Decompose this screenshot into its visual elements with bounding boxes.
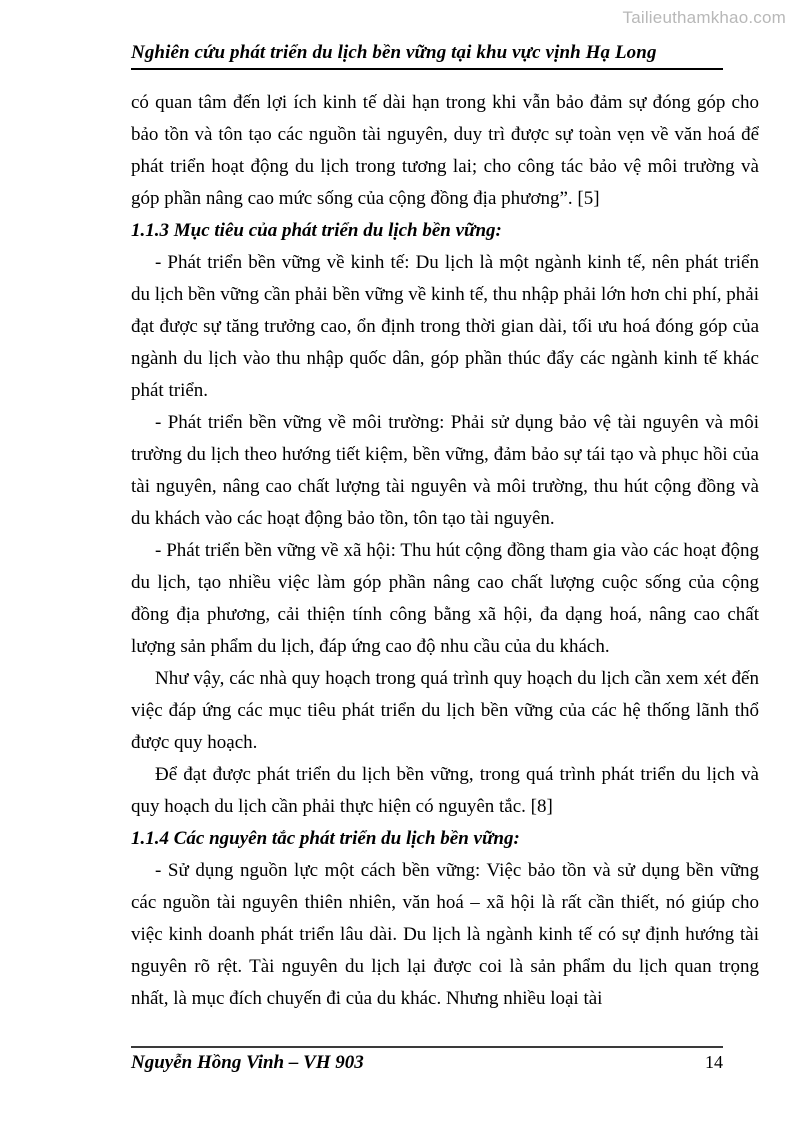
- paragraph-resource-use: - Sử dụng nguồn lực một cách bền vững: Việc bảo tồn và sử dụng bền vững các nguồn tài nguyên thiên nhiên, văn hoá – xã hội là rất cần thiết, nó giúp cho việc kinh doanh phát triển lâu dài. Du lịch là ngành kinh tế có sự định hướng tài nguyên rõ rệt. Tài nguyên du lịch lại được coi là sản phẩm du lịch quan trọng nhất, là mục đích chuyến đi của du khác. Nhưng nhiều loại tài: [131, 860, 759, 1009]
- paragraph-planning-conclusion: Như vậy, các nhà quy hoạch trong quá trình quy hoạch du lịch cần xem xét đến việc đáp ứng các mục tiêu phát triển du lịch bền vững của các hệ thống lãnh thổ được quy hoạch.: [131, 668, 759, 753]
- site-watermark: Tailieuthamkhao.com: [622, 8, 786, 27]
- paragraph-principles-intro: Để đạt được phát triển du lịch bền vững, trong quá trình phát triển du lịch và quy hoạch du lịch cần phải thực hiện có nguyên tắc. [8]: [131, 764, 759, 817]
- paragraph-economic-sustainability: - Phát triển bền vững về kinh tế: Du lịch là một ngành kinh tế, nên phát triển du lịch bền vững cần phải bền vững về kinh tế, thu nhập phải lớn hơn chi phí, phải đạt được sự tăng trưởng cao, ổn định trong thời gian dài, tối ưu hoá đóng góp của ngành du lịch vào thu nhập quốc dân, góp phần thúc đẩy các ngành kinh tế khác phát triển.: [131, 252, 759, 401]
- footer-author: Nguyễn Hồng Vinh – VH 903: [131, 1052, 364, 1073]
- page-header: [131, 42, 723, 70]
- running-head-title: Nghiên cứu phát triển du lịch bền vững tại khu vực vịnh Hạ Long: [131, 42, 657, 63]
- section-heading-1-1-4: 1.1.4 Các nguyên tắc phát triển du lịch bền vững:: [131, 828, 520, 849]
- document-body: [131, 87, 759, 1015]
- page-footer: [131, 1046, 723, 1075]
- paragraph-social-sustainability: - Phát triển bền vững về xã hội: Thu hút cộng đồng tham gia vào các hoạt động du lịch, tạo nhiều việc làm góp phần nâng cao chất lượng cuộc sống của cộng đồng địa phương, cải thiện tính công bằng xã hội, đa dạng hoá, nâng cao chất lượng sản phẩm du lịch, đáp ứng cao độ nhu cầu của du khách.: [131, 540, 759, 657]
- section-heading-1-1-3: 1.1.3 Mục tiêu của phát triển du lịch bền vững:: [131, 220, 502, 241]
- paragraph-continuation: có quan tâm đến lợi ích kinh tế dài hạn trong khi vẫn bảo đảm sự đóng góp cho bảo tồn và tôn tạo các nguồn tài nguyên, duy trì được sự toàn vẹn về văn hoá để phát triển hoạt động du lịch trong tương lai; cho công tác bảo vệ môi trường và góp phần nâng cao mức sống của cộng đồng địa phương”. [5]: [131, 92, 759, 209]
- paragraph-environment-sustainability: - Phát triển bền vững về môi trường: Phải sử dụng bảo vệ tài nguyên và môi trường du lịch theo hướng tiết kiệm, bền vững, đảm bảo sự tái tạo và phục hồi của tài nguyên, nâng cao chất lượng tài nguyên và môi trường, thu hút cộng đồng và du khách vào các hoạt động bảo tồn, tôn tạo tài nguyên.: [131, 412, 759, 529]
- footer-page-number: 14: [705, 1052, 723, 1072]
